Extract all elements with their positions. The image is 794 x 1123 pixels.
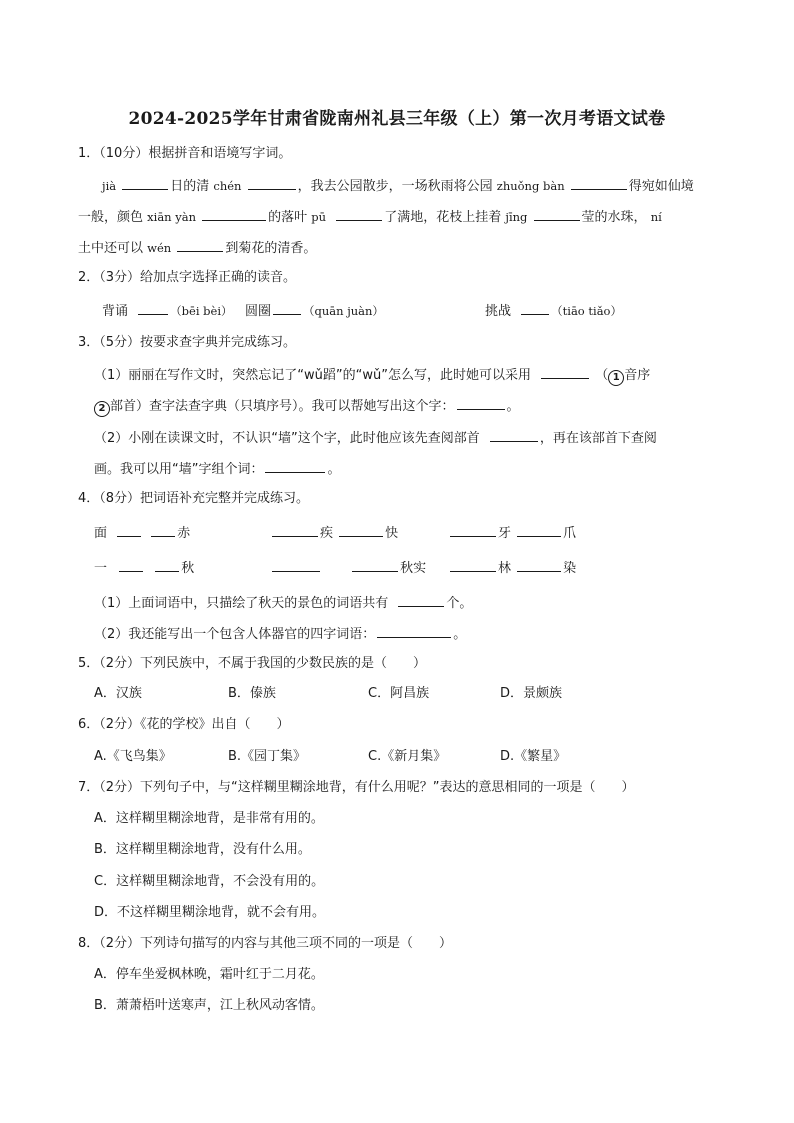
answer-blank[interactable] xyxy=(534,207,580,221)
q2-item-3 xyxy=(485,301,622,321)
text-segment: 的落叶 xyxy=(268,210,308,225)
q4-idiom-4 xyxy=(94,558,194,578)
q4-idiom-5 xyxy=(270,558,426,578)
answer-blank[interactable] xyxy=(377,624,451,638)
q3-part-1-line-2 xyxy=(94,396,520,417)
text-segment: （1）上面词语中，只描绘了秋天的景色的词语共有 xyxy=(94,596,389,611)
q5-option-d[interactable]: D．景颇族 xyxy=(500,686,563,701)
answer-blank[interactable] xyxy=(272,523,318,537)
pinyin: zhuǒng bàn xyxy=(496,179,565,193)
text-segment: 到菊花的清香。 xyxy=(225,241,317,256)
text-segment: 莹的水珠， xyxy=(581,210,647,225)
pinyin: wén xyxy=(147,241,172,255)
q5-option-b[interactable]: B．傣族 xyxy=(228,686,276,701)
text-segment: （2）我还能写出一个包含人体器官的四字词语： xyxy=(94,627,376,642)
q7-option-b[interactable]: B．这样糊里糊涂地背，没有什么用。 xyxy=(94,842,311,857)
q8-option-b[interactable]: B．萧萧梧叶送寒声，江上秋风动客情。 xyxy=(94,998,324,1013)
item-word: 背诵 xyxy=(102,304,129,319)
circled-number-2: 2 xyxy=(94,401,110,417)
answer-blank[interactable] xyxy=(450,523,496,537)
text-segment: （1）丽丽在写作文时，突然忘记了“wǔ蹈”的“wǔ”怎么写，此时她可以采用 xyxy=(94,368,531,383)
pinyin: jīng xyxy=(505,210,528,224)
q3-part-2-line-2 xyxy=(94,459,341,479)
answer-blank[interactable] xyxy=(273,301,301,315)
answer-blank[interactable] xyxy=(177,238,223,252)
idiom-char: 染 xyxy=(563,561,577,576)
page-title: 2024-2025学年甘肃省陇南州礼县三年级（上）第一次月考语文试卷 xyxy=(128,109,666,129)
text-segment: 土中还可以 xyxy=(78,241,144,256)
q3-heading: 3．（5分）按要求查字典并完成练习。 xyxy=(78,335,297,350)
pinyin-options: （bēi bèi） xyxy=(170,304,233,318)
pinyin: ní xyxy=(650,210,662,224)
q5-option-a[interactable]: A．汉族 xyxy=(94,686,142,701)
q6-option-d[interactable]: D.《繁星》 xyxy=(500,749,567,764)
answer-blank[interactable] xyxy=(265,459,325,473)
answer-blank[interactable] xyxy=(138,301,168,315)
q5-heading: 5．（2分）下列民族中，不属于我国的少数民族的是（ ） xyxy=(78,656,427,671)
idiom-char: 一 xyxy=(94,561,108,576)
answer-blank[interactable] xyxy=(272,558,320,572)
q1-line-3 xyxy=(78,238,316,258)
pinyin-options: （tiāo tiǎo） xyxy=(551,304,622,318)
answer-blank[interactable] xyxy=(521,301,549,315)
item-word: 圆圈 xyxy=(245,304,272,319)
q2-heading: 2．（3分）给加点字选择正确的读音。 xyxy=(78,270,297,285)
answer-blank[interactable] xyxy=(398,593,444,607)
q4-idiom-3 xyxy=(448,523,576,543)
idiom-char: 疾 xyxy=(320,526,334,541)
answer-blank[interactable] xyxy=(155,558,179,572)
q5-option-c[interactable]: C．阿昌族 xyxy=(368,686,430,701)
circled-number-1: 1 xyxy=(608,370,624,386)
q3-part-1-line-1 xyxy=(94,365,650,386)
q2-item-2 xyxy=(245,301,384,321)
answer-blank[interactable] xyxy=(151,523,175,537)
idiom-char: 林 xyxy=(498,561,512,576)
pinyin: jià xyxy=(102,179,117,193)
answer-blank[interactable] xyxy=(352,558,398,572)
answer-blank[interactable] xyxy=(517,523,561,537)
pinyin: chén xyxy=(213,179,242,193)
answer-blank[interactable] xyxy=(450,558,496,572)
q1-line-2 xyxy=(78,207,662,227)
text-segment: 画。我可以用“墙”字组个词： xyxy=(94,462,264,477)
idiom-char: 秋实 xyxy=(400,561,427,576)
text-segment: 音序 xyxy=(624,368,651,383)
idiom-char: 快 xyxy=(385,526,399,541)
answer-blank[interactable] xyxy=(541,365,589,379)
idiom-char: 秋 xyxy=(181,561,195,576)
text-segment: 一般，颜色 xyxy=(78,210,144,225)
q7-option-a[interactable]: A．这样糊里糊涂地背，是非常有用的。 xyxy=(94,811,324,826)
answer-blank[interactable] xyxy=(517,558,561,572)
answer-blank[interactable] xyxy=(119,558,143,572)
text-segment: 得宛如仙境 xyxy=(628,179,694,194)
q4-idiom-6 xyxy=(448,558,576,578)
q4-sub-1 xyxy=(94,593,472,613)
q6-option-b[interactable]: B.《园丁集》 xyxy=(228,749,307,764)
answer-blank[interactable] xyxy=(117,523,141,537)
text-segment: 。 xyxy=(453,627,467,642)
q1-heading: 1．（10分）根据拼音和语境写字词。 xyxy=(78,146,292,161)
answer-blank[interactable] xyxy=(202,207,266,221)
text-segment: 个。 xyxy=(446,596,473,611)
answer-blank[interactable] xyxy=(339,523,383,537)
text-segment: （2）小刚在读课文时，不认识“墙”这个字，此时他应该先查阅部首 xyxy=(94,431,480,446)
q6-option-a[interactable]: A.《飞鸟集》 xyxy=(94,749,172,764)
q8-heading: 8．（2分）下列诗句描写的内容与其他三项不同的一项是（ ） xyxy=(78,936,453,951)
answer-blank[interactable] xyxy=(122,176,168,190)
pinyin: pū xyxy=(311,210,327,224)
text-segment: ，我去公园散步，一场秋雨将公园 xyxy=(297,179,493,194)
text-segment: 部首）查字法查字典（只填序号）。我可以帮她写出这个字： xyxy=(110,399,455,414)
q2-item-1 xyxy=(102,301,233,321)
q4-idiom-2 xyxy=(270,523,398,543)
answer-blank[interactable] xyxy=(457,396,505,410)
q4-sub-2 xyxy=(94,624,466,644)
text-segment: 。 xyxy=(506,399,520,414)
text-segment: 了满地，花枝上挂着 xyxy=(384,210,502,225)
q8-option-a[interactable]: A．停车坐爱枫林晚，霜叶红于二月花。 xyxy=(94,967,324,982)
pinyin: xiān yàn xyxy=(147,210,196,224)
idiom-char: 赤 xyxy=(177,526,191,541)
answer-blank[interactable] xyxy=(336,207,382,221)
answer-blank[interactable] xyxy=(248,176,296,190)
q7-option-c[interactable]: C．这样糊里糊涂地背，不会没有用的。 xyxy=(94,874,325,889)
text-segment: 。 xyxy=(327,462,341,477)
text-segment: 日的清 xyxy=(170,179,210,194)
q7-option-d[interactable]: D．不这样糊里糊涂地背，就不会有用。 xyxy=(94,905,326,920)
q4-idiom-1 xyxy=(94,523,190,543)
q1-line-1 xyxy=(102,176,694,196)
idiom-char: 爪 xyxy=(563,526,577,541)
idiom-char: 面 xyxy=(94,526,108,541)
item-word: 挑战 xyxy=(485,304,512,319)
text-segment: ，再在该部首下查阅 xyxy=(539,431,657,446)
q6-heading: 6．（2分）《花的学校》出自（ ） xyxy=(78,717,290,732)
answer-blank[interactable] xyxy=(490,428,538,442)
idiom-char: 牙 xyxy=(498,526,512,541)
q4-heading: 4．（8分）把词语补充完整并完成练习。 xyxy=(78,491,310,506)
q3-part-2-line-1 xyxy=(94,428,657,448)
text-segment: （ xyxy=(595,368,609,383)
answer-blank[interactable] xyxy=(571,176,627,190)
pinyin-options: （quān juàn） xyxy=(303,304,384,318)
q6-option-c[interactable]: C.《新月集》 xyxy=(368,749,447,764)
q7-heading: 7．（2分）下列句子中，与“这样糊里糊涂地背，有什么用呢？”表达的意思相同的一项是（ ） xyxy=(78,780,635,795)
